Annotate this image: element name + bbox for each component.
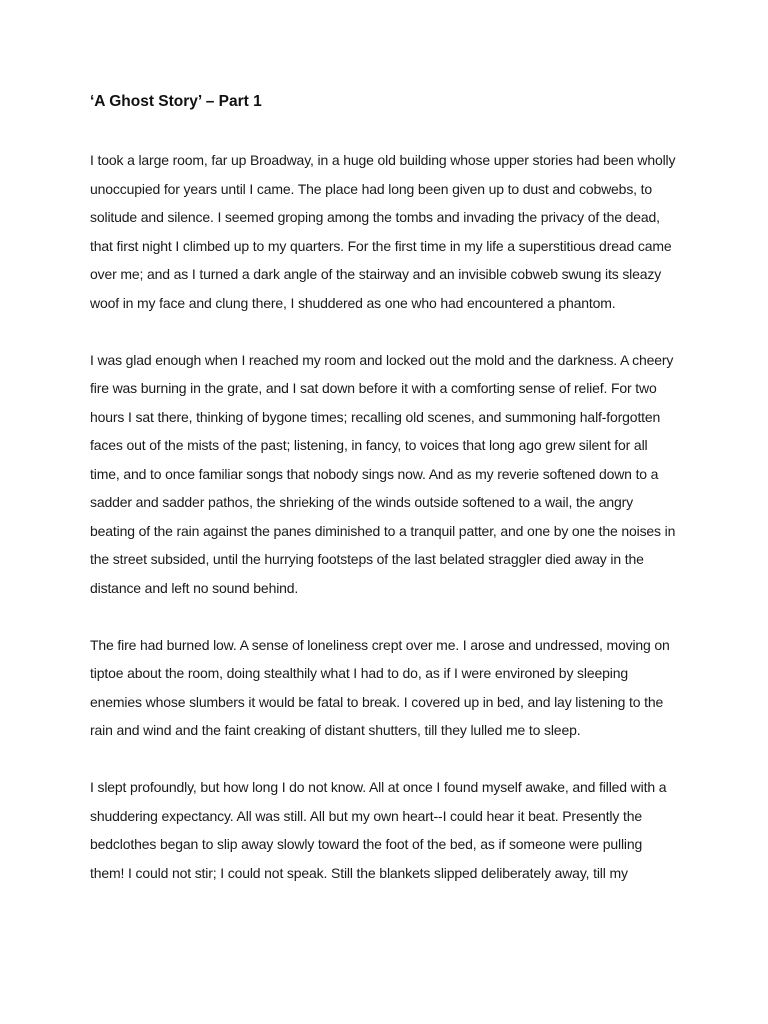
paragraph-4: I slept profoundly, but how long I do not know. All at once I found myself awake, and filled with a shuddering expectancy. All was still. All but my own heart--I could hear it beat. Presently the bedclothes began to slip away slowly toward the foot of the bed, as if someone were pulling them! I could not stir; I could not speak. Still the blankets slipped deliberately away, till my	[90, 779, 667, 881]
document-title: ‘A Ghost Story’ – Part 1	[90, 93, 262, 110]
paragraph-1: I took a large room, far up Broadway, in a huge old building whose upper stories had been wholly unoccupied for years until I came. The place had long been given up to dust and cobwebs, to solitude and silence. I seemed groping among the tombs and invading the privacy of the dead, that first night I climbed up to my quarters. For the first time in my life a superstitious dread came over me; and as I turned a dark angle of the stairway and an invisible cobweb swung its sleazy woof in my face and clung there, I shuddered as one who had encountered a phantom.	[90, 152, 676, 311]
paragraph-2: I was glad enough when I reached my room and locked out the mold and the darkness. A cheery fire was burning in the grate, and I sat down before it with a comforting sense of relief. For two hours I sat there, thinking of bygone times; recalling old scenes, and summoning half-forgotten faces out of the mists of the past; listening, in fancy, to voices that long ago grew silent for all time, and to once familiar songs that nobody sings now. And as my reverie softened down to a sadder and sadder pathos, the shrieking of the winds outside softened to a wail, the angry beating of the rain against the panes diminished to a tranquil patter, and one by one the noises in the street subsided, until the hurrying footsteps of the last belated straggler died away in the distance and left no sound behind.	[90, 351, 676, 596]
document-body	[90, 88, 680, 916]
paragraph-3: The fire had burned low. A sense of loneliness crept over me. I arose and undressed, moving on tiptoe about the room, doing stealthily what I had to do, as if I were environed by sleeping enemies whose slumbers it would be fatal to break. I covered up in bed, and lay listening to the rain and wind and the faint creaking of distant shutters, till they lulled me to sleep.	[90, 636, 670, 738]
